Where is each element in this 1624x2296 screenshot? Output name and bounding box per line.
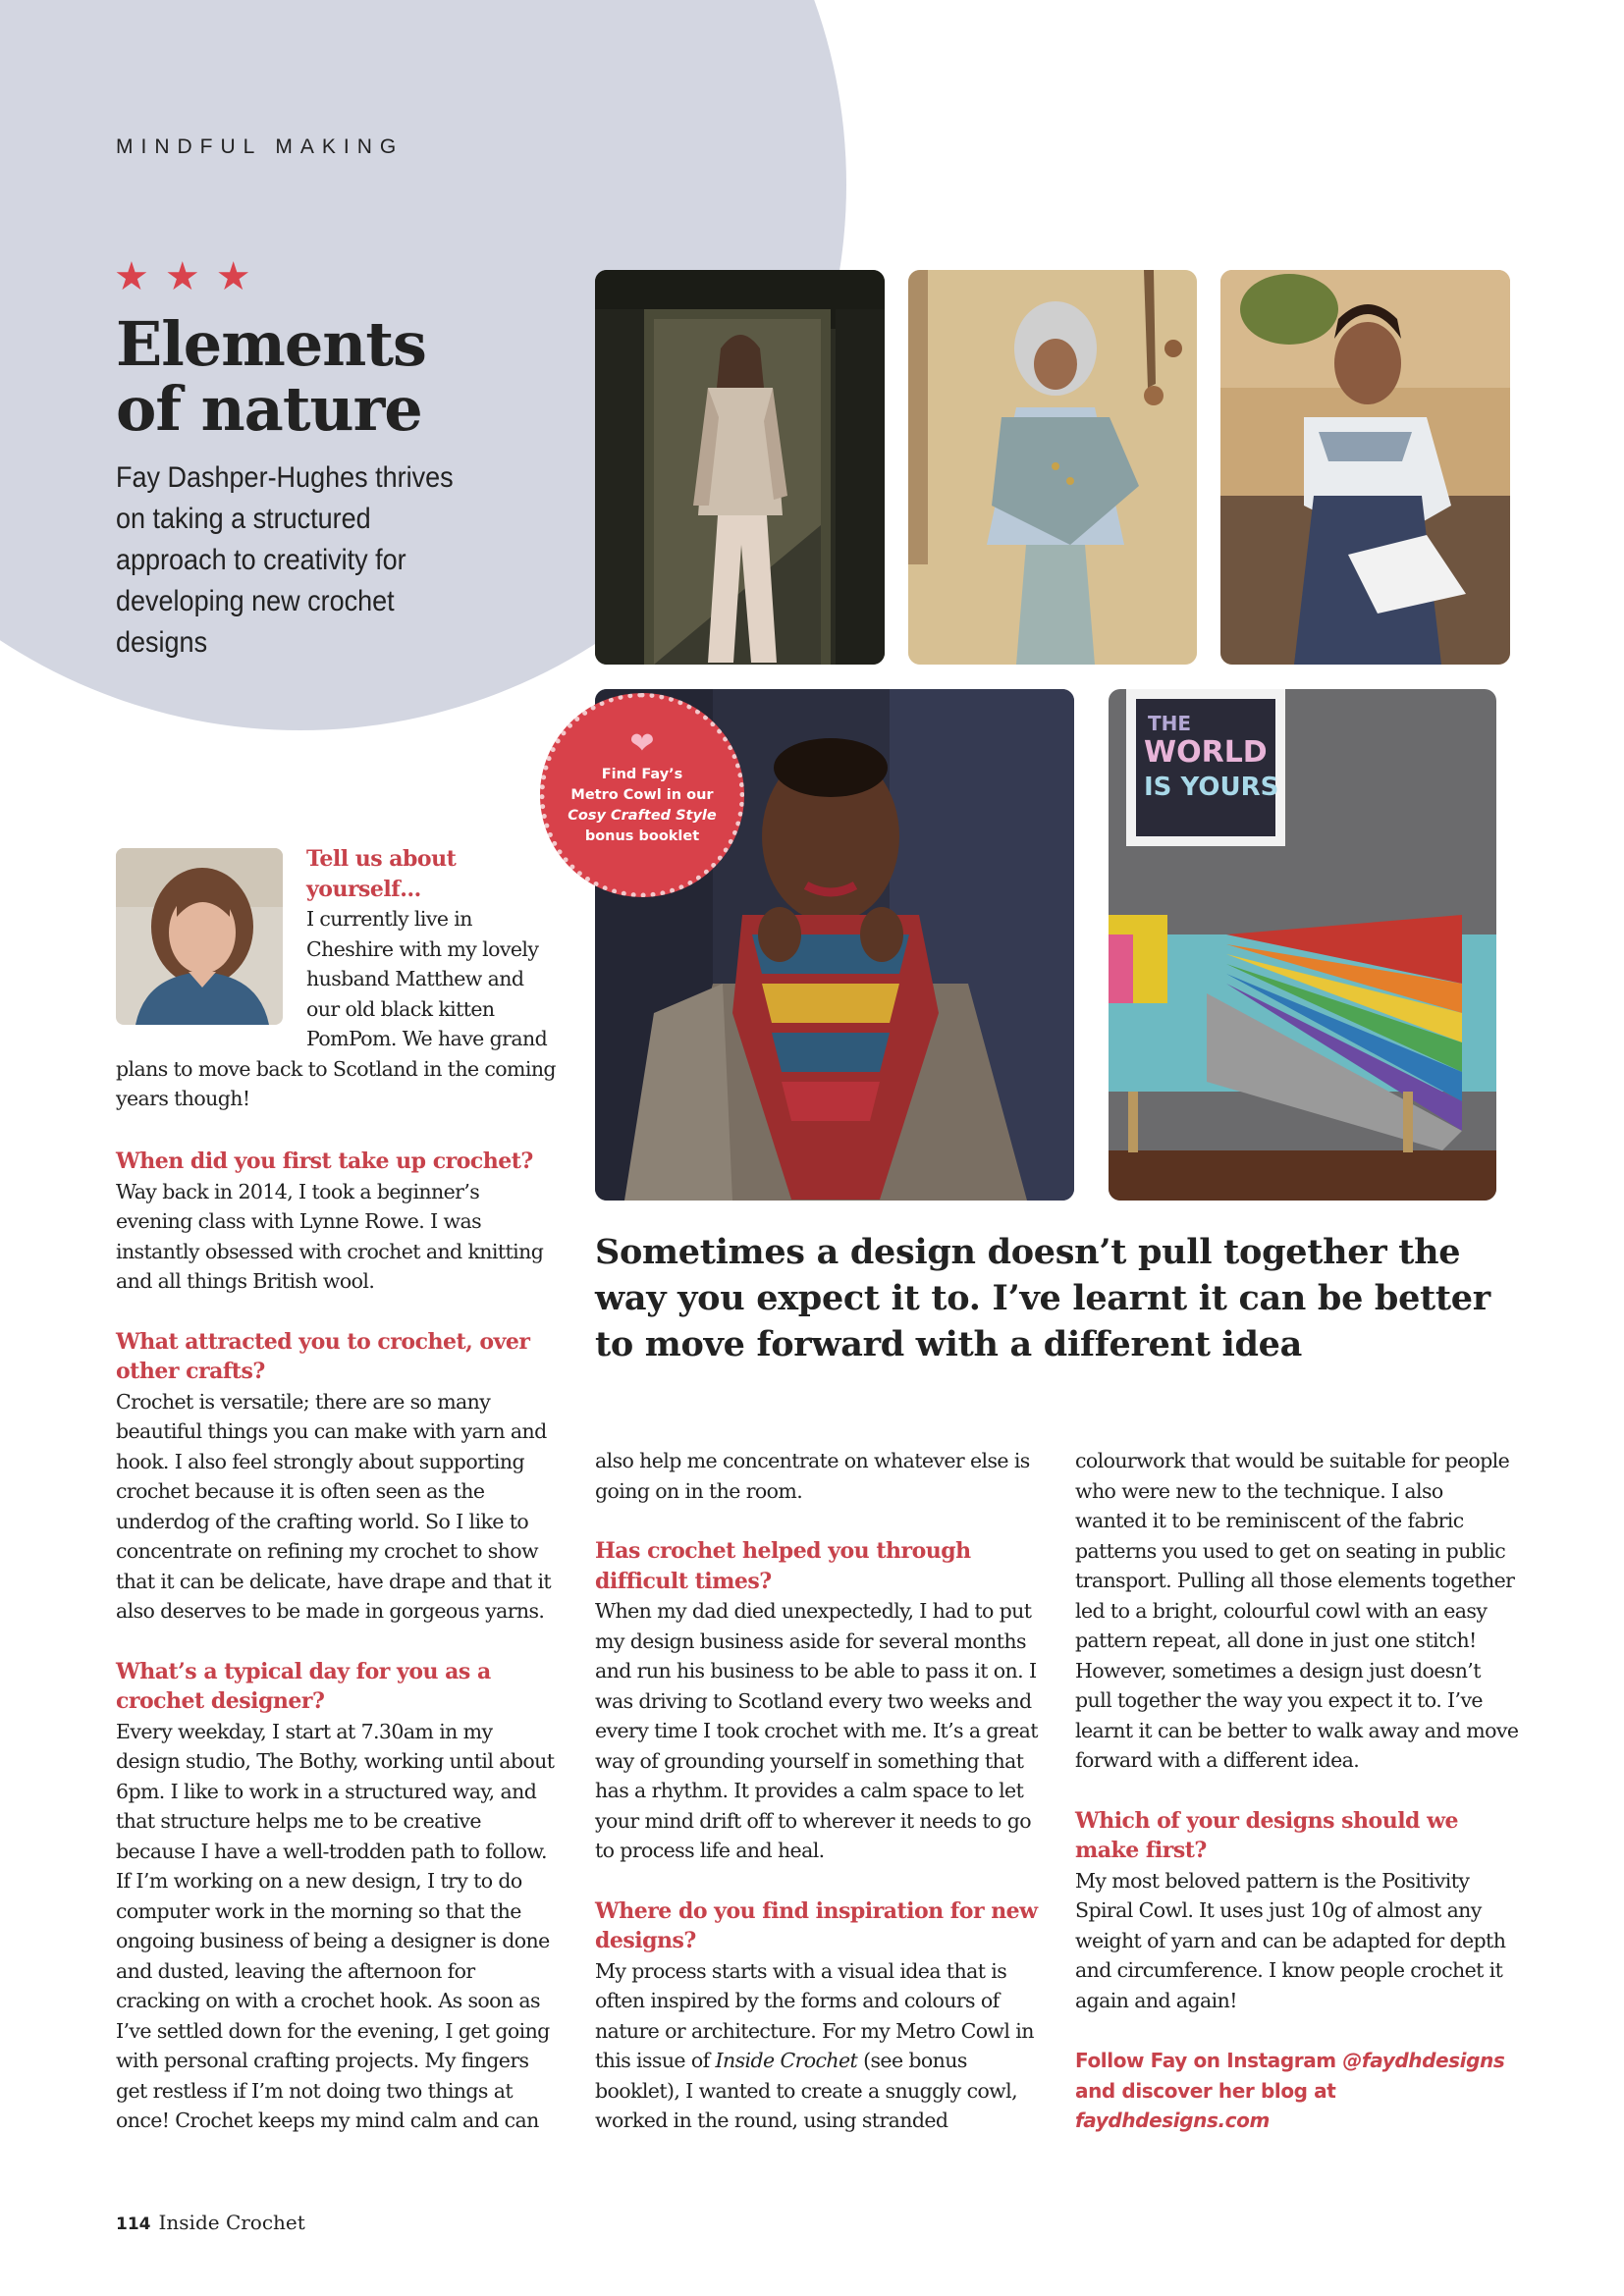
poster-text-line-2: WORLD: [1144, 735, 1268, 770]
question-heading: What attracted you to crochet, over other crafts?: [116, 1328, 530, 1384]
star-icon: ★: [114, 254, 149, 299]
question-heading: What’s a typical day for you as a crochet designer?: [116, 1658, 491, 1714]
standfirst: Fay Dashper-Hughes thrives on taking a structured approach to creativity for developing new crochet designs: [116, 461, 454, 659]
answer-text: Crochet is versatile; there are so many beautiful things you can make with yarn and hook. I also feel strongly about supporting crochet because it is often seen as the underdog of the crafting world. So I like to concentrate on refining my crochet to show that it can be delicate, have drape and that it also deserves to be made in gorgeous yarns.: [116, 1389, 552, 1623]
article-title: [116, 308, 426, 445]
section-kicker: MINDFUL MAKING: [116, 135, 405, 158]
star-icon: ★: [164, 254, 200, 299]
magazine-title: Inside Crochet: [158, 2211, 305, 2234]
author-headshot: [116, 848, 283, 1025]
follow-callout: Follow Fay on Instagram @faydhdesigns and discover her blog at faydhdesigns.com: [1075, 2049, 1505, 2132]
answer-text: When my dad died unexpectedly, I had to put my design business aside for several months and run his business to be able to pass it on. I was driving to Scotland every two weeks and every time I took crochet with me. It’s a great way of grounding yourself in something that has a rhythm. It provides a calm space to let your mind drift off to wherever it needs to go to process life and heal.: [595, 1599, 1038, 1862]
blog-url: faydhdesigns.com: [1075, 2109, 1270, 2132]
pull-quote: Sometimes a design doesn’t pull together the way you expect it to. I’ve learnt it can be better to move forward with a different idea: [595, 1232, 1490, 1364]
poster-text-line-3: IS YOURS: [1144, 773, 1279, 802]
instagram-handle: @faydhdesigns: [1342, 2049, 1505, 2072]
answer-text: colourwork that would be suitable for people who were new to the technique. I also wanted it to be reminiscent of the fabric patterns you used to get on seating in public transport. Pulling all those elements together led to a bright, colourful cowl with an easy pattern repeat, all done in just one stitch! However, sometimes a design just doesn’t pull together the way you expect it to. I’ve learnt it can be better to walk away and move forward with a different idea.: [1075, 1449, 1519, 1772]
rating-stars: [114, 254, 251, 299]
badge-line-4: bonus booklet: [584, 828, 700, 844]
badge-line-1: Find Fay’s: [601, 767, 683, 782]
photo-rainbow-blanket: [1109, 689, 1496, 1201]
article-column-1: [116, 1147, 560, 2136]
question-heading: Where do you find inspiration for new designs?: [595, 1897, 1038, 1953]
bonus-booklet-badge: [540, 693, 744, 897]
heart-icon: ❤: [629, 726, 655, 761]
page-footer: [116, 2211, 305, 2234]
answer-text: I currently live in Cheshire with my lovely husband Matthew and our old black kitten PomPom. We have grand plans to move back to Scotland in the coming years though!: [116, 907, 556, 1110]
photo-grey-wrap: [908, 270, 1197, 665]
photo-doorway-cardigan: [595, 270, 885, 665]
answer-text: My most beloved pattern is the Positivity Spiral Cowl. It uses just 10g of almost any weight of yarn and can be adapted for depth and circumference. I know people crochet it again and again!: [1075, 1868, 1506, 2012]
question-heading: Tell us about yourself…: [306, 846, 457, 902]
page-number: 114: [116, 2215, 151, 2234]
question-heading: Has crochet helped you through difficult times?: [595, 1538, 971, 1594]
article-column-3: [1075, 1446, 1519, 2136]
photo-reading-scarf: [1220, 270, 1510, 665]
title-line-2: of nature: [116, 373, 422, 445]
magazine-name: Inside Crochet: [715, 2049, 858, 2072]
answer-text: Every weekday, I start at 7.30am in my design studio, The Bothy, working until about 6pm. I like to work in a structured way, and that structure helps me to be creative because I have a well-trodden path to follow. If I’m working on a new design, I try to do computer work in the morning so that the ongoing business of being a designer is done and dusted, leaving the afternoon for cracking on with a crochet hook. As soon as I’ve settled down for the evening, I get going with personal crafting projects. My fingers get restless if I’m not doing two things at once! Crochet keeps my mind calm and can: [116, 1719, 555, 2132]
badge-line-2: Metro Cowl in our: [570, 787, 714, 803]
title-line-1: Elements: [116, 308, 426, 380]
answer-text: also help me concentrate on whatever else is going on in the room.: [595, 1449, 1030, 1503]
question-heading: Which of your designs should we make first?: [1075, 1807, 1459, 1863]
answer-text: Way back in 2014, I took a beginner’s evening class with Lynne Rowe. I was instantly obsessed with crochet and knitting and all things British wool.: [116, 1179, 544, 1293]
question-heading: When did you first take up crochet?: [116, 1148, 533, 1174]
intro-block: [116, 844, 560, 1114]
poster-text-line-1: THE: [1148, 712, 1192, 735]
article-column-2: [595, 1446, 1039, 2136]
badge-line-3: Cosy Crafted Style: [568, 808, 717, 824]
star-icon: ★: [215, 254, 251, 299]
answer-text: My process starts with a visual idea that is often inspired by the forms and colours of nature or architecture. For my Metro Cowl in this issue of Inside Crochet (see bonus booklet), I wanted to create a snuggly cowl, worked in the round, using stranded: [595, 1958, 1034, 2132]
